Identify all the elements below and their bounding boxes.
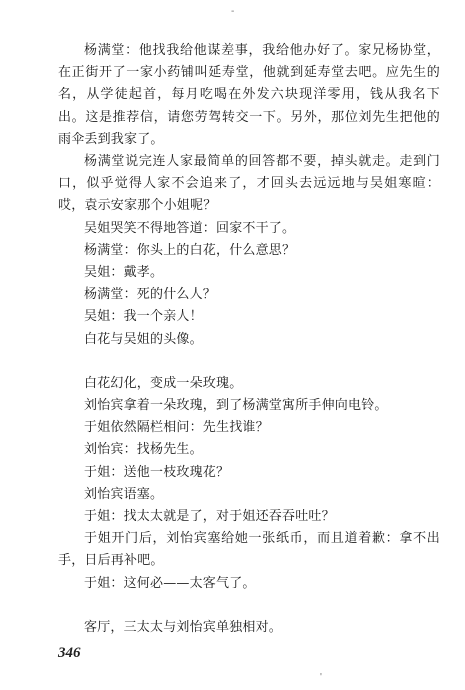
paragraph: 于姐开门后，刘怡宾塞给她一张纸币，而且道着歉：拿不出手，日后再补吧。 <box>58 531 440 569</box>
paragraph: 吴姐哭笑不得地答道：回家不干了。 <box>84 220 296 236</box>
paragraph: 吴姐：我一个亲人！ <box>84 309 203 325</box>
page-body <box>58 40 440 639</box>
paragraph: 于姐：找太太就是了，对于姐还吞吞吐吐？ <box>84 509 335 525</box>
paragraph: 白花幻化，变成一朵玫瑰。 <box>84 375 243 391</box>
scan-mark: - <box>231 6 235 17</box>
paragraph: 杨满堂：他找我给他谋差事，我给他办好了。家兄杨协堂，在正街开了一家小药铺叫延寿堂，他就到延寿堂去吧。应先生的名，从学徒起首，每月吃喝在外发六块现洋零用，钱从我名下出。这是推荐信，请您劳驾转交一下。另外，那位刘先生把他的雨伞丢到我家了。 <box>58 43 440 147</box>
paragraph: 白花与吴姐的头像。 <box>84 331 203 347</box>
paragraph: 吴姐：戴孝。 <box>84 265 164 281</box>
paragraph: 刘怡宾拿着一朵玫瑰，到了杨满堂寓所手伸向电铃。 <box>84 398 388 414</box>
scan-mark: ' <box>320 672 322 683</box>
paragraph: 于姐依然隔栏相问：先生找谁？ <box>84 420 269 436</box>
paragraph: 客厅，三太太与刘怡宾单独相对。 <box>84 619 283 635</box>
section-break <box>58 595 440 617</box>
paragraph: 于姐：这何必——太客气了。 <box>84 575 256 591</box>
paragraph: 刘怡宾：找杨先生。 <box>84 442 203 458</box>
section-break <box>58 351 440 373</box>
paragraph: 于姐：送他一枝玫瑰花？ <box>84 464 230 480</box>
paragraph: 杨满堂：死的什么人？ <box>84 287 217 303</box>
page-number: 346 <box>58 645 81 661</box>
paragraph: 杨满堂：你头上的白花，什么意思？ <box>84 242 296 258</box>
paragraph: 刘怡宾语塞。 <box>84 486 164 502</box>
paragraph: 杨满堂说完连人家最简单的回答都不要，掉头就走。走到门口，似乎觉得人家不会追来了，才回头去远远地与吴姐寒暄：哎，袁示安家那个小姐呢？ <box>58 154 440 214</box>
